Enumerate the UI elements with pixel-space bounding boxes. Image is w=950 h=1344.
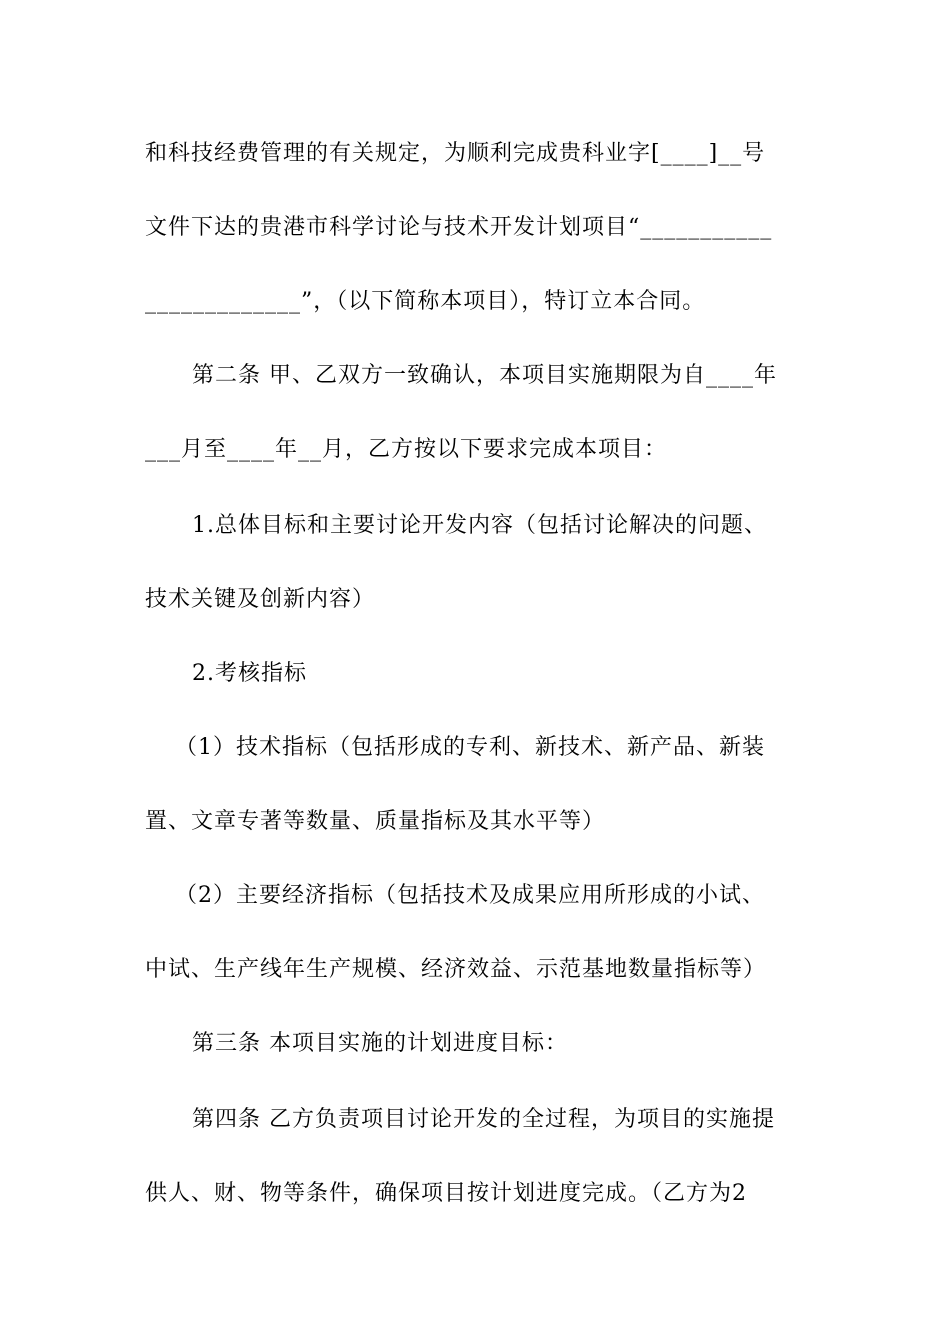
item-2-1-line-2: 置、文章专著等数量、质量指标及其水平等） — [145, 809, 606, 834]
article-4-line-2: 供人、财、物等条件，确保项目按计划进度完成。（乙方为2 — [145, 1181, 747, 1206]
article-3-line: 第三条 本项目实施的计划进度目标： — [192, 1031, 568, 1056]
text-line-1: 和科技经费管理的有关规定，为顺利完成贵科业字[____]__号 — [145, 141, 766, 166]
item-2-2-line-2: 中试、生产线年生产规模、经济效益、示范基地数量指标等） — [145, 957, 767, 982]
item-1-line-1: 1.总体目标和主要讨论开发内容（包括讨论解决的问题、 — [192, 513, 767, 538]
text-line-2: 文件下达的贵港市科学讨论与技术开发计划项目“___________ — [145, 215, 773, 240]
article-2-line-1: 第二条 甲、乙双方一致确认，本项目实施期限为自____年 — [192, 363, 777, 388]
item-1-line-2: 技术关键及创新内容） — [145, 587, 376, 612]
item-2-2-line-1: （2）主要经济指标（包括技术及成果应用所形成的小试、 — [175, 883, 765, 908]
article-4-line-1: 第四条 乙方负责项目讨论开发的全过程，为项目的实施提 — [192, 1107, 775, 1132]
article-2-line-2: ___月至____年__月，乙方按以下要求完成本项目： — [145, 437, 668, 462]
item-2-heading: 2.考核指标 — [192, 661, 307, 686]
text-line-3: _____________”，（以下简称本项目），特订立本合同。 — [145, 289, 706, 314]
item-2-1-line-1: （1）技术指标（包括形成的专利、新技术、新产品、新装 — [175, 735, 765, 760]
